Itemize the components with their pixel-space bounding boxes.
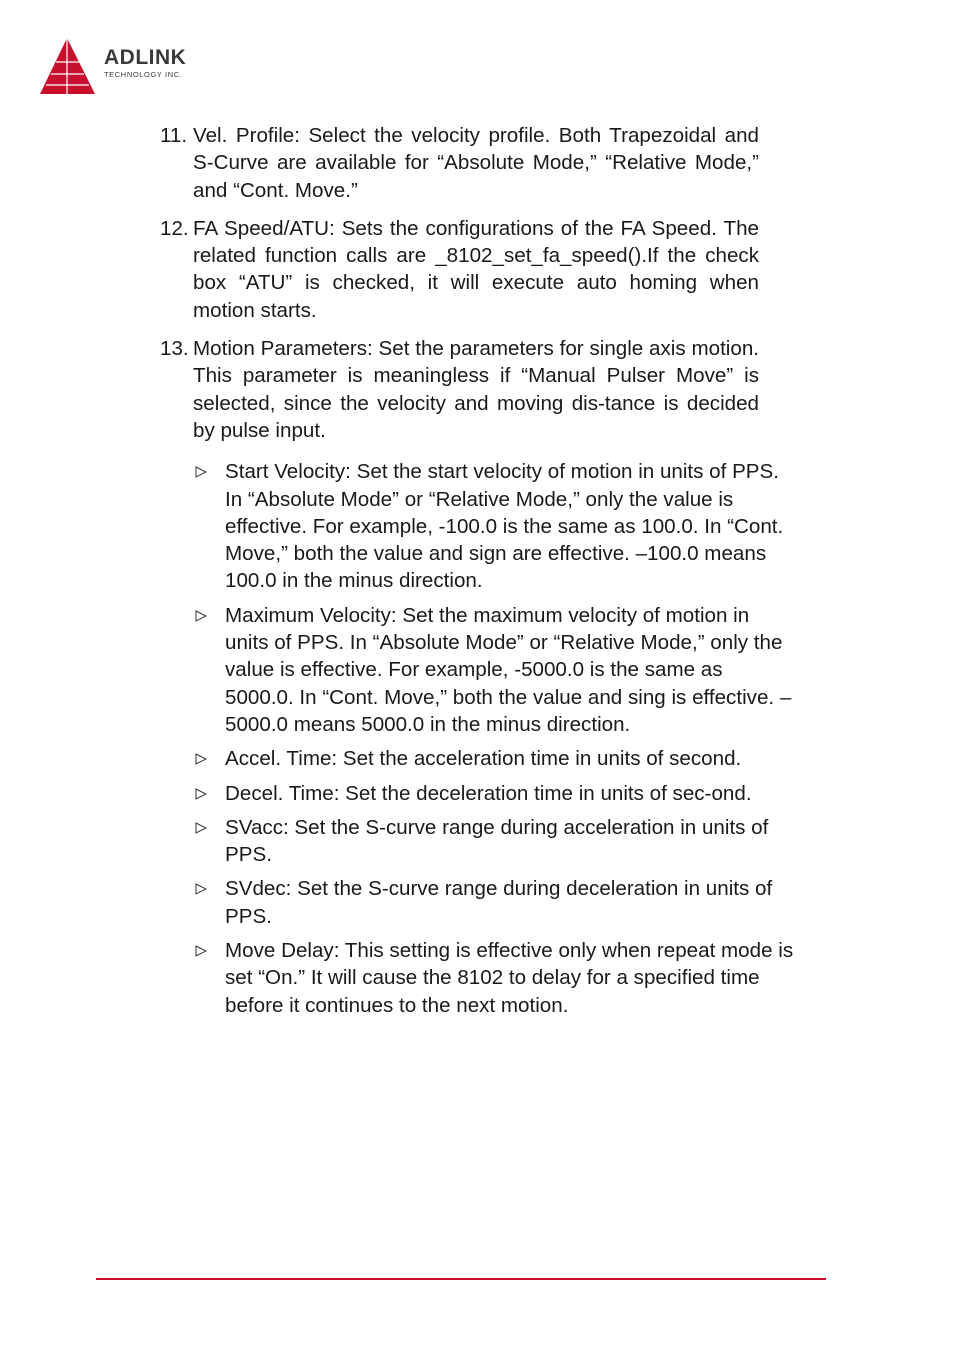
bullet-text: Decel. Time: Set the deceleration time in units of sec-ond.	[225, 781, 752, 805]
numbered-item-11	[160, 122, 759, 204]
triangle-bullet-icon	[195, 883, 207, 895]
triangle-bullet-icon	[195, 466, 207, 478]
item-number: 11.	[160, 124, 188, 147]
bullet-text: Maximum Velocity: Set the maximum velocity of motion in units of PPS. In “Absolute Mode” or “Relative Mode,” only the value is effective. For example, -5000.0 is the same as 5000.0. In “Cont. Move,” both the value and sing is effective. –5000.0 means 5000.0 in the minus direction.	[225, 603, 792, 736]
bullet-maximum-velocity	[193, 602, 795, 738]
item-number: 13.	[160, 337, 189, 361]
triangle-bullet-icon	[195, 753, 207, 765]
bullet-text: Move Delay: This setting is effective only when repeat mode is set “On.” It will cause the 8102 to delay for a specified time before it continues to the next motion.	[225, 939, 794, 1017]
adlink-logo	[38, 36, 238, 98]
bullet-svacc	[193, 814, 795, 869]
logo-tagline: TECHNOLOGY INC.	[104, 70, 183, 79]
triangle-bullet-icon	[195, 945, 207, 957]
bullet-accel-time	[193, 745, 795, 772]
triangle-bullet-icon	[195, 610, 207, 622]
bullet-text: Start Velocity: Set the start velocity of motion in units of PPS. In “Absolute Mode” or “Relative Mode,” only the value is effective. For example, -100.0 is the same as 100.0. In “Cont. Move,” both the value and sign are effective. –100.0 means 100.0 in the minus direction.	[225, 460, 784, 593]
bullet-svdec	[193, 875, 795, 930]
item-number: 12.	[160, 216, 189, 240]
item-text: Vel. Profile: Select the velocity profile. Both Trapezoidal and S-Curve are available for “Absolute Mode,” “Relative Mode,” and “Cont. Move.”	[193, 124, 759, 202]
footer-divider	[96, 1278, 826, 1280]
numbered-item-13	[160, 335, 759, 444]
item-text: Motion Parameters: Set the parameters for single axis motion. This parameter is meaningless if “Manual Pulser Move” is selected, since the velocity and moving dis-tance is decided by pulse input.	[193, 337, 759, 442]
bullet-start-velocity	[193, 458, 795, 594]
bullet-move-delay	[193, 937, 795, 1019]
bullet-decel-time	[193, 780, 795, 807]
adlink-triangle-icon	[38, 36, 100, 98]
item-text: FA Speed/ATU: Sets the configurations of the FA Speed. The related function calls are _8102_set_fa_speed().If the check box “ATU” is checked, it will execute auto homing when motion starts.	[193, 216, 759, 322]
triangle-bullet-icon	[195, 822, 207, 834]
logo-wordmark: ADLINK	[104, 46, 187, 69]
triangle-bullet-icon	[195, 788, 207, 800]
bullet-text: SVdec: Set the S-curve range during deceleration in units of PPS.	[225, 877, 773, 928]
bullet-list	[160, 458, 800, 1019]
page-body	[160, 122, 800, 1026]
numbered-item-12	[160, 215, 759, 324]
bullet-text: SVacc: Set the S-curve range during acceleration in units of PPS.	[225, 815, 769, 867]
bullet-text: Accel. Time: Set the acceleration time in units of second.	[225, 747, 742, 771]
